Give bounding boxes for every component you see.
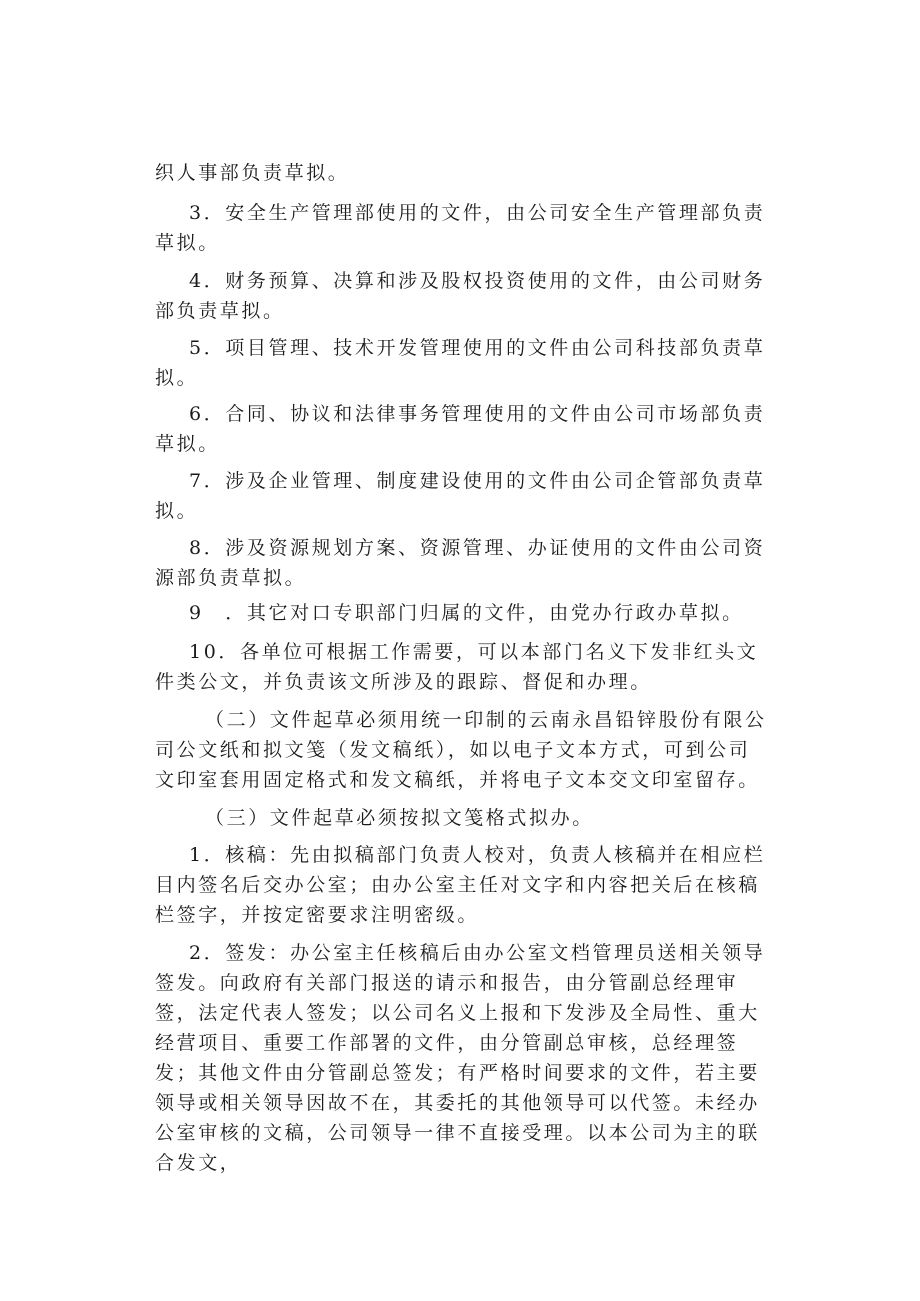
paragraph-item-10: 10．各单位可根据工作需要，可以本部门名义下发非红头文件类公文，并负责该文所涉及的跟踪、督促和办理。: [155, 641, 759, 693]
paragraph-item-9: 9 ．其它对口专职部门归属的文件，由党办行政办草拟。: [189, 602, 744, 624]
paragraph-item-6: 6．合同、协议和法律事务管理使用的文件由公司市场部负责草拟。: [155, 403, 766, 455]
paragraph-section-3: （三）文件起草必须按拟文笺格式拟办。: [205, 807, 594, 829]
paragraph-item-8: 8．涉及资源规划方案、资源管理、办证使用的文件由公司资源部负责草拟。: [155, 537, 766, 589]
paragraph-review: 1．核稿：先由拟稿部门负责人校对，负责人核稿并在相应栏目内签名后交办公室；由办公室主任对文字和内容把关后在核稿栏签字，并按定密要求注明密级。: [155, 844, 766, 926]
paragraph-item-3: 3．安全生产管理部使用的文件，由公司安全生产管理部负责草拟。: [155, 202, 766, 254]
paragraph-continuation: 织人事部负责草拟。: [155, 162, 350, 184]
paragraph-item-7: 7．涉及企业管理、制度建设使用的文件由公司企管部负责草拟。: [155, 470, 766, 522]
paragraph-sign-off: 2．签发：办公室主任核稿后由办公室文档管理员送相关领导签发。向政府有关部门报送的请示和报告，由分管副总经理审签，法定代表人签发；以公司名义上报和下发涉及全局性、重大经营项目、重要工作部署的文件，由分管副总审核，总经理签发；其他文件由分管副总签发；有严格时间要求的文件，若主要领导或相关领导因故不在，其委托的其他领导可以代签。未经办公室审核的文稿，公司领导一律不直接受理。以本公司为主的联合发文，: [155, 942, 766, 1174]
paragraph-section-2: （二）文件起草必须用统一印制的云南永昌铅锌股份有限公司公文纸和拟文笺（发文稿纸），如以电子文本方式，可到公司文印室套用固定格式和发文稿纸，并将电子文本交文印室留存。: [155, 709, 767, 791]
paragraph-item-5: 5．项目管理、技术开发管理使用的文件由公司科技部负责草拟。: [155, 337, 766, 389]
paragraph-item-4: 4．财务预算、决算和涉及股权投资使用的文件，由公司财务部负责草拟。: [155, 270, 766, 322]
